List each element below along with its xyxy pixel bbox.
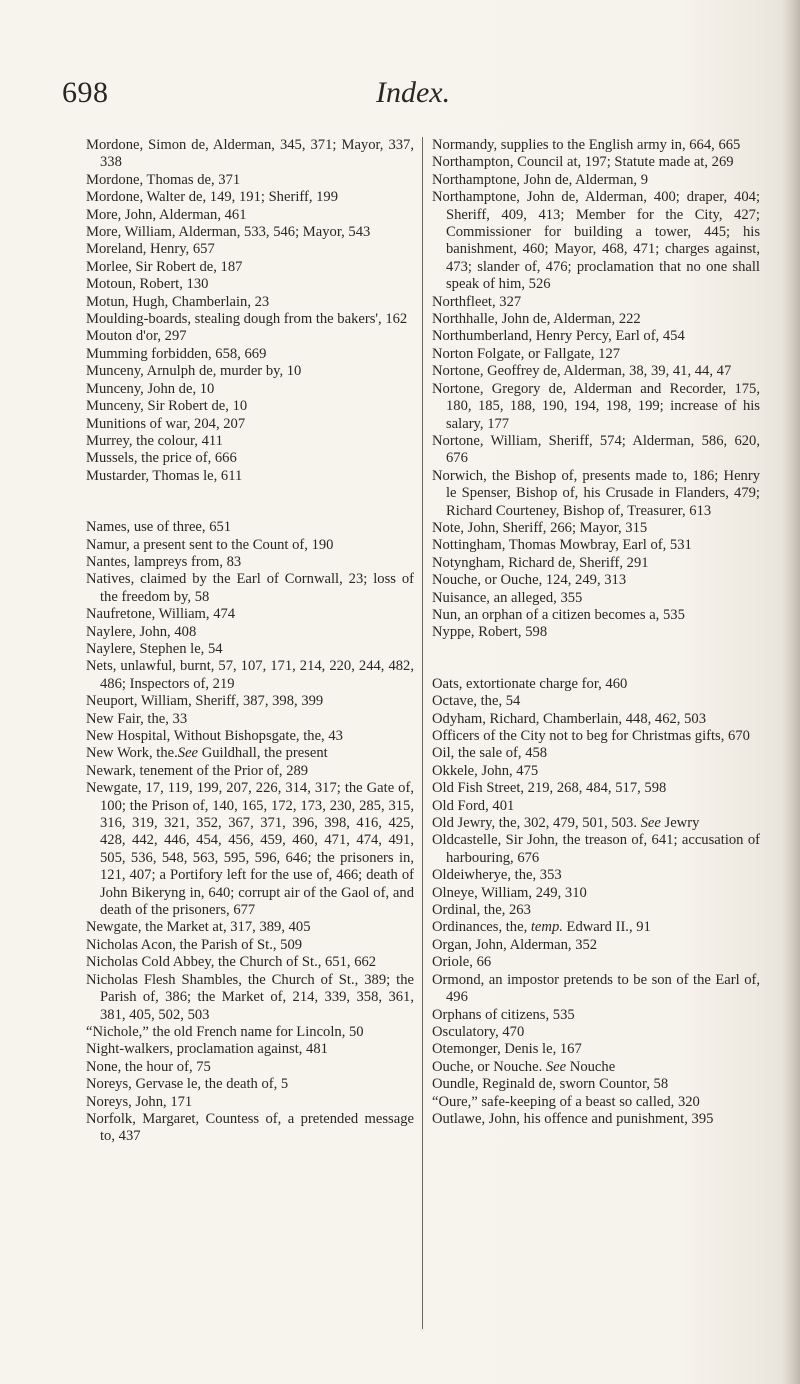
- index-entry: [86, 468, 414, 485]
- index-entry-text: Munceny, Sir Robert de, 10: [86, 398, 248, 415]
- index-entry-text: Nicholas Flesh Shambles, the Church of St., 389; the Parish of, 386; the Market of, 214, 339, 358, 361, 381, 405, 502, 503: [86, 971, 414, 1023]
- index-entry-text: Nun, an orphan of a citizen becomes a, 535: [432, 606, 685, 623]
- index-entry-text: Murrey, the colour, 411: [86, 432, 223, 449]
- index-entry-text: Officers of the City not to beg for Christmas gifts, 670: [432, 728, 750, 744]
- index-entry-text: Odyham, Richard, Chamberlain, 448, 462, 503: [432, 710, 706, 727]
- index-entry-text: Newgate, the Market at, 317, 389, 405: [86, 919, 311, 936]
- index-entry: [432, 363, 760, 380]
- index-entry: [432, 1094, 760, 1111]
- index-entry-text: Normandy, supplies to the English army in, 664, 665: [432, 137, 741, 153]
- index-entry-text: Old Fish Street, 219, 268, 484, 517, 598: [432, 780, 667, 797]
- index-entry-text: Moreland, Henry, 657: [86, 241, 215, 258]
- index-entry-text: Outlawe, John, his offence and punishment, 395: [432, 1110, 714, 1127]
- index-entry: [432, 937, 760, 954]
- index-entry-text: Northamptone, John de, Alderman, 9: [432, 171, 649, 188]
- index-entry-text: Notyngham, Richard de, Sheriff, 291: [432, 554, 649, 571]
- index-entry-text: Nortone, Gregory de, Alderman and Recorder, 175, 180, 185, 188, 190, 194, 198, 199; increase of his salary, 177: [432, 380, 760, 432]
- index-entry: [86, 745, 414, 762]
- page-number: 698: [62, 76, 109, 109]
- index-entry: [86, 641, 414, 658]
- index-entry: [86, 346, 414, 363]
- index-entry: [86, 363, 414, 380]
- index-entry: [432, 1059, 760, 1076]
- index-entry-text: None, the hour of, 75: [86, 1058, 211, 1075]
- index-entry-text: Otemonger, Denis le, 167: [432, 1041, 582, 1058]
- index-entry-text: Mumming forbidden, 658, 669: [86, 345, 267, 362]
- index-entry-text: Norfolk, Margaret, Countess of, a pretended message to, 437: [86, 1110, 414, 1145]
- index-entry: [86, 954, 414, 971]
- index-entry: [432, 328, 760, 345]
- index-entry-text: Nets, unlawful, burnt, 57, 107, 171, 214, 220, 244, 482, 486; Inspectors of, 219: [86, 658, 414, 692]
- index-entry: [432, 1041, 760, 1058]
- index-entry: [432, 867, 760, 884]
- index-entry-text: Oundle, Reginald de, sworn Countor, 58: [432, 1076, 669, 1093]
- index-entry: [432, 172, 760, 189]
- index-entry-text: Northamptone, John de, Alderman, 400; draper, 404; Sheriff, 409, 413; Member for the City, 427; Commissioner for building a tower, 445; his banishment, 460; Mayor, 468, 471; charges against, 473; slander of, 476; proclamation that no one shall speak of him, 526: [432, 189, 760, 293]
- index-entry-text: Ouche, or Nouche.: [432, 1058, 543, 1075]
- index-entry: [86, 763, 414, 780]
- index-entry: [86, 1024, 414, 1041]
- index-entry: [86, 1111, 414, 1146]
- index-entry: [432, 1024, 760, 1041]
- cross-reference-target: Jewry: [660, 815, 700, 832]
- index-entry: [432, 693, 760, 710]
- index-entry-text: Ormond, an impostor pretends to be son of the Earl of, 496: [432, 971, 760, 1006]
- index-entry-text: Octave, the, 54: [432, 693, 521, 710]
- index-entry-text: Naylere, Stephen le, 54: [86, 640, 223, 657]
- index-entry-text: Oldeiwherye, the, 353: [432, 867, 562, 884]
- index-entry: [86, 728, 414, 745]
- index-entry-text: Moulding-boards, stealing dough from the bakers', 162: [86, 311, 408, 328]
- index-entry: [432, 763, 760, 780]
- index-entry-text: Olneye, William, 249, 310: [432, 884, 587, 901]
- index-entry-text: Okkele, John, 475: [432, 762, 539, 779]
- index-entry-text: More, John, Alderman, 461: [86, 206, 247, 223]
- index-entry-text: Noreys, John, 171: [86, 1093, 193, 1110]
- index-entry-text: Naufretone, William, 474: [86, 606, 236, 623]
- index-entry: [432, 520, 760, 537]
- index-columns: [86, 137, 766, 1372]
- index-entry: [86, 433, 414, 450]
- index-entry-text: Northumberland, Henry Percy, Earl of, 454: [432, 328, 685, 345]
- index-entry-text: Newgate, 17, 119, 199, 207, 226, 314, 317; the Gate of, 100; the Prison of, 140, 165, 172, 173, 230, 285, 315, 316, 319, 321, 352, 367, 371, 396, 398, 416, 425, 428, 442, 446, 454, 456, 459, 460, 471, 474, 491, 505, 536, 548, 563, 595, 596, 646; the prisoners in, 121, 407; a Portifory left for the use of, 466; death of John Bikeryng in, 640; corrupt air of the Gaol of, and death of the prisoners, 677: [86, 780, 414, 919]
- index-entry: [432, 885, 760, 902]
- index-entry-text: Ordinances, the,: [432, 919, 528, 936]
- index-entry: [432, 745, 760, 762]
- index-entry-text: Nortone, William, Sheriff, 574; Alderman, 586, 620, 676: [432, 432, 760, 467]
- index-entry-text: Motun, Hugh, Chamberlain, 23: [86, 293, 270, 310]
- index-entry: [432, 815, 760, 832]
- index-entry: [86, 624, 414, 641]
- index-entry-text: Mordone, Walter de, 149, 191; Sheriff, 199: [86, 189, 339, 206]
- index-entry-text: Organ, John, Alderman, 352: [432, 936, 598, 953]
- index-entry: [432, 954, 760, 971]
- cross-reference: See: [177, 745, 199, 762]
- index-entry: [432, 468, 760, 520]
- index-entry-text: Munitions of war, 204, 207: [86, 415, 246, 432]
- cross-reference-target: Guildhall, the present: [198, 745, 328, 762]
- index-entry: [432, 624, 760, 641]
- index-entry-text: Nouche, or Ouche, 124, 249, 313: [432, 572, 627, 589]
- index-entry: [432, 346, 760, 363]
- index-entry: [432, 607, 760, 624]
- index-entry-text: Nottingham, Thomas Mowbray, Earl of, 531: [432, 537, 692, 554]
- index-entry-text: More, William, Alderman, 533, 546; Mayor, 543: [86, 224, 371, 241]
- index-entry: [86, 294, 414, 311]
- index-entry: [86, 259, 414, 276]
- index-entry-text: Nicholas Cold Abbey, the Church of St., 651, 662: [86, 954, 377, 971]
- index-entry-text: Old Ford, 401: [432, 797, 515, 814]
- index-entry-text: Note, John, Sheriff, 266; Mayor, 315: [432, 519, 648, 536]
- index-entry-text: Orphans of citizens, 535: [432, 1006, 575, 1023]
- cross-reference: See: [542, 1058, 567, 1075]
- index-entry-text: Mordone, Thomas de, 371: [86, 171, 241, 188]
- index-entry: [432, 798, 760, 815]
- index-entry: [86, 554, 414, 571]
- index-entry: [432, 590, 760, 607]
- index-entry: [86, 450, 414, 467]
- index-entry-text: Osculatory, 470: [432, 1023, 525, 1040]
- index-entry: [86, 519, 414, 536]
- index-entry: [86, 311, 414, 328]
- left-column: [86, 137, 414, 1146]
- cross-reference: See: [636, 815, 661, 832]
- index-entry: [432, 433, 760, 468]
- index-entry: [86, 172, 414, 189]
- section-gap: [432, 642, 760, 676]
- index-entry-text: Morlee, Sir Robert de, 187: [86, 258, 243, 275]
- index-entry: [432, 154, 760, 171]
- index-entry: [86, 1076, 414, 1093]
- index-entry-text: New Fair, the, 33: [86, 710, 188, 727]
- index-entry: [86, 693, 414, 710]
- running-title: Index.: [376, 76, 451, 109]
- index-entry: [432, 381, 760, 433]
- index-entry: [86, 711, 414, 728]
- index-entry: [86, 189, 414, 206]
- index-entry-text: Mouton d'or, 297: [86, 328, 187, 345]
- index-entry: [432, 728, 760, 745]
- index-entry-text: Norton Folgate, or Fallgate, 127: [432, 345, 621, 362]
- index-entry: [86, 658, 414, 693]
- index-entry: [86, 937, 414, 954]
- index-entry-text: New Work, the.: [86, 745, 178, 762]
- index-entry-text: Naylere, John, 408: [86, 623, 197, 640]
- index-entry-text: Newark, tenement of the Prior of, 289: [86, 762, 309, 779]
- index-entry-text: Northampton, Council at, 197; Statute made at, 269: [432, 154, 734, 171]
- page-edge-shadow: [782, 0, 800, 1384]
- index-entry: [432, 1111, 760, 1128]
- index-entry-text: Northhalle, John de, Alderman, 222: [432, 311, 641, 328]
- index-entry: [86, 571, 414, 606]
- index-entry: [432, 311, 760, 328]
- index-entry: [86, 1094, 414, 1111]
- index-entry-text: Night-walkers, proclamation against, 481: [86, 1041, 328, 1058]
- page-header: [0, 76, 800, 124]
- index-entry: [86, 224, 414, 241]
- index-entry-text: Nicholas Acon, the Parish of St., 509: [86, 936, 303, 953]
- index-entry: [432, 919, 760, 936]
- index-entry: [86, 780, 414, 919]
- index-entry: [86, 606, 414, 623]
- index-entry-text: Nantes, lampreys from, 83: [86, 553, 242, 570]
- index-entry: [432, 555, 760, 572]
- index-entry: [86, 1041, 414, 1058]
- cross-reference-target: Nouche: [566, 1058, 616, 1075]
- right-column: [432, 137, 760, 1128]
- index-entry-text: Noreys, Gervase le, the death of, 5: [86, 1076, 289, 1093]
- index-entry: [432, 537, 760, 554]
- index-entry-text: Oil, the sale of, 458: [432, 745, 548, 762]
- index-entry: [432, 1007, 760, 1024]
- index-entry-text: Norwich, the Bishop of, presents made to, 186; Henry le Spenser, Bishop of, his Crusade in Flanders, 479; Richard Courteney, Bishop of, Treasurer, 613: [432, 467, 760, 519]
- index-entry-text: Mussels, the price of, 666: [86, 450, 237, 467]
- index-entry-text: Nyppe, Robert, 598: [432, 624, 548, 641]
- cross-reference: temp.: [527, 919, 563, 936]
- index-entry: [86, 328, 414, 345]
- index-entry: [432, 189, 760, 293]
- index-entry-text: New Hospital, Without Bishopsgate, the, 43: [86, 728, 343, 744]
- cross-reference-target: Edward II., 91: [562, 919, 651, 936]
- index-entry: [86, 972, 414, 1024]
- index-entry-text: Neuport, William, Sheriff, 387, 398, 399: [86, 693, 324, 710]
- index-entry-text: Oriole, 66: [432, 954, 492, 971]
- index-entry: [432, 137, 760, 154]
- index-entry-text: Oats, extortionate charge for, 460: [432, 675, 628, 692]
- index-entry: [432, 572, 760, 589]
- index-entry-text: Munceny, Arnulph de, murder by, 10: [86, 363, 302, 380]
- index-entry-text: Mordone, Simon de, Alderman, 345, 371; Mayor, 337, 338: [86, 137, 414, 171]
- index-entry: [432, 711, 760, 728]
- index-entry: [432, 676, 760, 693]
- index-entry: [86, 207, 414, 224]
- index-entry-text: Motoun, Robert, 130: [86, 276, 209, 293]
- index-entry: [432, 780, 760, 797]
- index-entry-text: “Oure,” safe-keeping of a beast so called, 320: [432, 1093, 700, 1110]
- index-entry: [86, 537, 414, 554]
- index-entry-text: Nortone, Geoffrey de, Alderman, 38, 39, 41, 44, 47: [432, 363, 732, 380]
- index-entry: [86, 1059, 414, 1076]
- section-gap: [86, 485, 414, 519]
- index-entry: [86, 398, 414, 415]
- column-divider: [422, 137, 423, 1329]
- index-entry-text: Mustarder, Thomas le, 611: [86, 467, 243, 484]
- index-entry: [86, 276, 414, 293]
- index-entry: [86, 416, 414, 433]
- index-entry: [432, 1076, 760, 1093]
- index-entry-text: Northfleet, 327: [432, 293, 522, 310]
- index-entry-text: Old Jewry, the, 302, 479, 501, 503.: [432, 815, 637, 832]
- index-entry-text: Munceny, John de, 10: [86, 380, 215, 397]
- index-entry: [432, 972, 760, 1007]
- index-entry-text: “Nichole,” the old French name for Lincoln, 50: [86, 1023, 364, 1040]
- index-entry: [86, 919, 414, 936]
- index-entry: [86, 381, 414, 398]
- index-entry: [432, 902, 760, 919]
- index-entry: [86, 137, 414, 172]
- index-entry-text: Ordinal, the, 263: [432, 902, 531, 919]
- index-entry: [86, 241, 414, 258]
- index-entry: [432, 294, 760, 311]
- index-entry-text: Natives, claimed by the Earl of Cornwall, 23; loss of the freedom by, 58: [86, 571, 414, 605]
- index-entry-text: Oldcastelle, Sir John, the treason of, 641; accusation of harbouring, 676: [432, 832, 760, 866]
- index-entry-text: Names, use of three, 651: [86, 519, 232, 536]
- index-entry-text: Nuisance, an alleged, 355: [432, 589, 583, 606]
- index-entry-text: Namur, a present sent to the Count of, 190: [86, 536, 334, 553]
- index-entry: [432, 832, 760, 867]
